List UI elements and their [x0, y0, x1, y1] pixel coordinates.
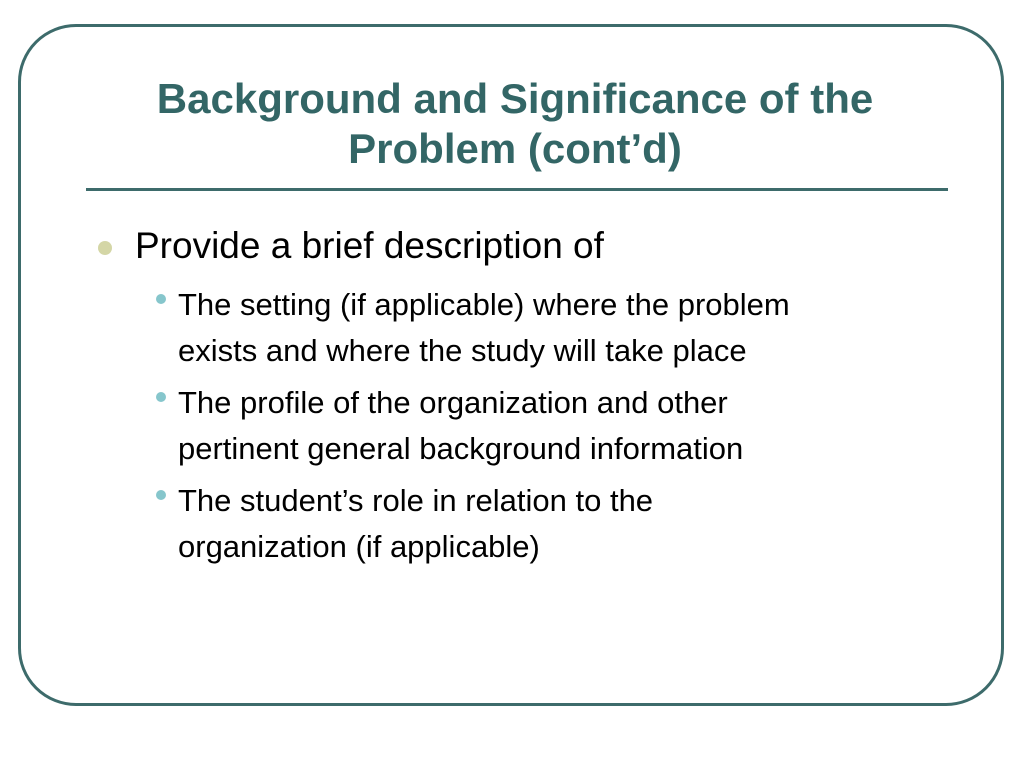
- slide-body: [98, 222, 948, 576]
- sub-bullet-text: [178, 478, 653, 570]
- sub-bullet-line: The profile of the organization and other: [178, 385, 728, 420]
- sub-bullet-line: exists and where the study will take place: [178, 333, 747, 368]
- bullet-dot-icon: [98, 241, 112, 255]
- sub-bullet-item: [156, 282, 948, 374]
- sub-bullet-dot-icon: [156, 392, 166, 402]
- sub-bullet-line: The setting (if applicable) where the problem: [178, 287, 790, 322]
- sub-bullet-dot-icon: [156, 490, 166, 500]
- slide-title: [80, 74, 950, 174]
- bullet-text: Provide a brief description of: [135, 225, 604, 266]
- sub-bullet-item: [156, 478, 948, 570]
- sub-bullet-line: pertinent general background information: [178, 431, 744, 466]
- bullet-item: [98, 222, 948, 270]
- title-divider: [86, 188, 948, 191]
- title-line-2: Problem (cont’d): [348, 125, 682, 172]
- sub-bullet-line: organization (if applicable): [178, 529, 540, 564]
- sub-bullet-text: [178, 380, 743, 472]
- sub-bullet-line: The student’s role in relation to the: [178, 483, 654, 518]
- sub-bullet-text: [178, 282, 790, 374]
- sub-bullet-dot-icon: [156, 294, 166, 304]
- sub-bullet-item: [156, 380, 948, 472]
- sub-bullet-list: [156, 282, 948, 570]
- title-line-1: Background and Significance of the: [156, 75, 874, 122]
